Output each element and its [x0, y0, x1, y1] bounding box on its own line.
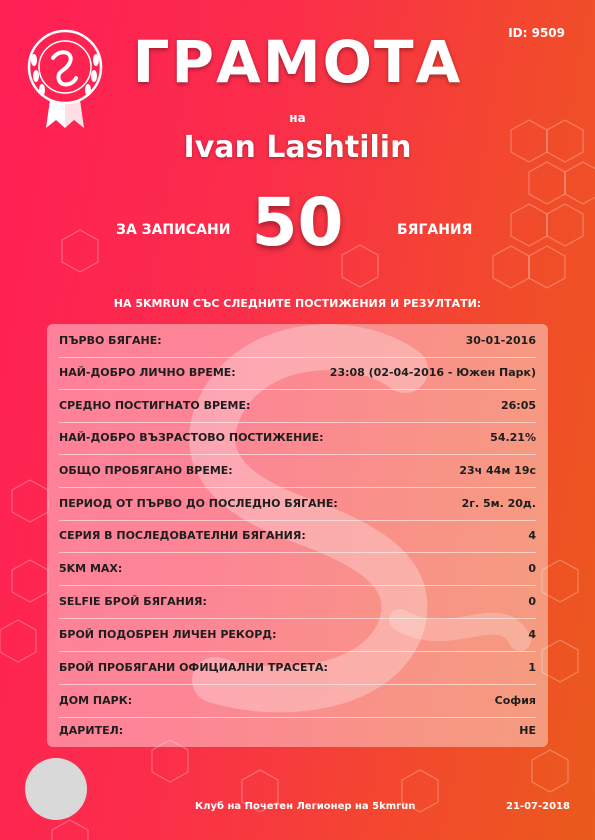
stat-row — [59, 519, 536, 553]
stat-value: 0 — [528, 595, 536, 608]
stat-label: ДОМ ПАРК: — [59, 694, 133, 707]
stat-label: SELFIE БРОЙ БЯГАНИЯ: — [59, 595, 207, 608]
stat-row — [59, 684, 536, 718]
stat-label: ПЕРИОД ОТ ПЪРВО ДО ПОСЛЕДНО БЯГАНЕ: — [59, 497, 338, 510]
stat-row — [59, 454, 536, 488]
stat-value: 0 — [528, 562, 536, 575]
recipient-name: Ivan Lashtilin — [183, 130, 412, 165]
certificate-id: ID: 9509 — [508, 26, 565, 40]
stat-label: БРОЙ ПОДОБРЕН ЛИЧЕН РЕКОРД: — [59, 628, 277, 641]
stat-row — [59, 651, 536, 685]
stat-label: ПЪРВО БЯГАНЕ: — [59, 334, 162, 347]
stat-value: 2г. 5м. 20д. — [461, 497, 536, 510]
stat-value: 4 — [528, 529, 536, 542]
stat-row — [59, 324, 536, 358]
na-label: на — [289, 111, 306, 125]
stat-label: НАЙ-ДОБРО ЛИЧНО ВРЕМЕ: — [59, 366, 236, 379]
stat-label: ДАРИТЕЛ: — [59, 724, 124, 737]
stat-label: СЕРИЯ В ПОСЛЕДОВАТЕЛНИ БЯГАНИЯ: — [59, 529, 306, 542]
stat-label: СРЕДНО ПОСТИГНАТО ВРЕМЕ: — [59, 399, 251, 412]
stat-row — [59, 421, 536, 455]
stat-row — [59, 356, 536, 390]
avatar-placeholder — [25, 758, 87, 820]
stat-value: 4 — [528, 628, 536, 641]
stat-row — [59, 389, 536, 423]
stat-value: 30-01-2016 — [465, 334, 536, 347]
stat-row — [59, 714, 536, 747]
recorded-label: ЗА ЗАПИСАНИ — [116, 222, 231, 238]
runs-count: 50 — [251, 184, 344, 261]
club-footer-text: Клуб на Почетен Легионер на 5kmrun — [195, 801, 416, 812]
stat-label: ОБЩО ПРОБЯГАНО ВРЕМЕ: — [59, 464, 233, 477]
stat-value: 23ч 44м 19с — [459, 464, 536, 477]
stat-row — [59, 585, 536, 619]
stat-value: 26:05 — [500, 399, 536, 412]
stat-value: 54.21% — [490, 431, 536, 444]
stat-value: София — [494, 694, 536, 707]
stat-row — [59, 487, 536, 521]
stat-value: НЕ — [519, 724, 536, 737]
certificate-title: ГРАМОТА — [132, 28, 463, 96]
stat-row — [59, 552, 536, 586]
stat-value: 23:08 (02-04-2016 - Южен Парк) — [329, 366, 536, 379]
stat-value: 1 — [528, 661, 536, 674]
stat-label: 5KM MAX: — [59, 562, 123, 575]
stats-panel — [47, 324, 548, 747]
stat-label: БРОЙ ПРОБЯГАНИ ОФИЦИАЛНИ ТРАСЕТА: — [59, 661, 328, 674]
runs-label: БЯГАНИЯ — [397, 222, 473, 238]
stat-row — [59, 618, 536, 652]
issue-date: 21-07-2018 — [506, 801, 570, 812]
results-subtitle: НА 5KMRUN СЪС СЛЕДНИТЕ ПОСТИЖЕНИЯ И РЕЗУЛТАТИ: — [113, 297, 482, 310]
stat-label: НАЙ-ДОБРО ВЪЗРАСТОВО ПОСТИЖЕНИЕ: — [59, 431, 324, 444]
